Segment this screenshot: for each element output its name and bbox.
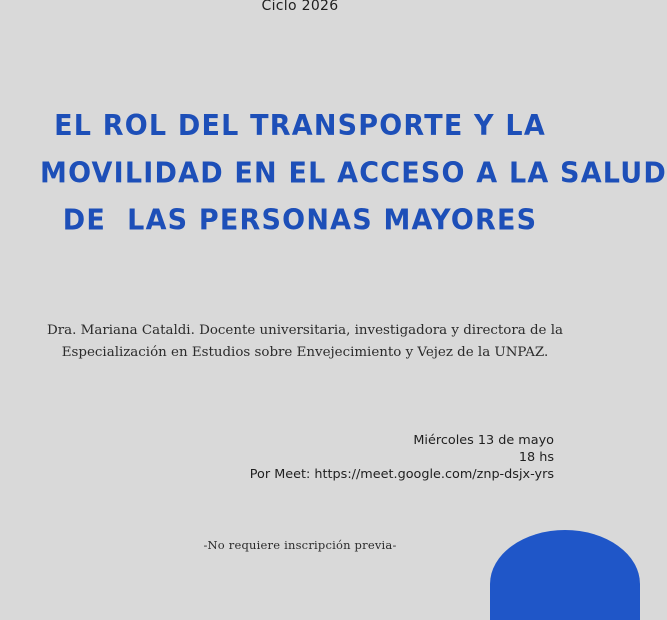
meet-link[interactable]: Por Meet: https://meet.google.com/znp-dsjx-yrs [249,467,554,482]
event-details [250,432,554,483]
title-line-1: EL ROL DEL TRANSPORTE Y LA [54,109,546,143]
event-date: Miércoles 13 de mayo [413,433,554,448]
title-line-2: MOVILIDAD EN EL ACCESO A LA SALUD [40,157,667,190]
title-line-3: DE LAS PERSONAS MAYORES [62,204,538,238]
speaker-line-2: Especialización en Estudios sobre Envejecimiento y Vejez de la UNPAZ. [61,345,549,360]
speaker-line-1: Dra. Mariana Cataldi. Docente universitaria, investigadora y directora de la [47,323,563,338]
cycle-label: Ciclo 2026 [261,0,339,14]
event-time: 18 hs [518,450,554,465]
event-title [40,103,667,245]
registration-note: -No requiere inscripción previa- [203,538,397,552]
speaker-description [40,320,570,364]
